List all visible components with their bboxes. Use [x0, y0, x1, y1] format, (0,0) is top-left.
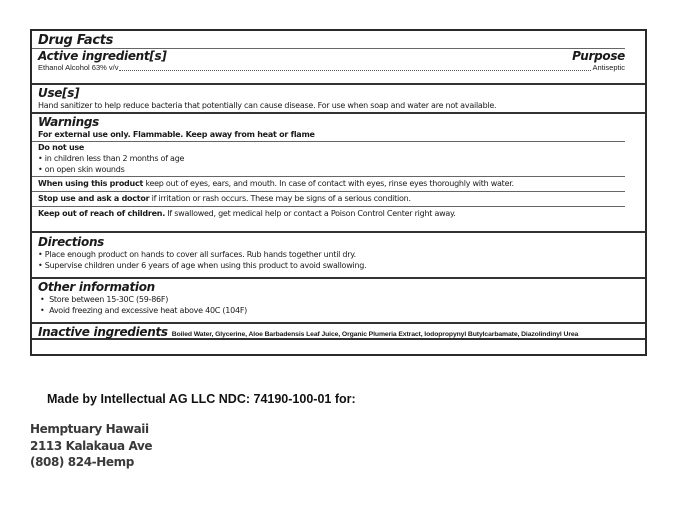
- keep-out-label: Keep out of reach of children.: [38, 209, 165, 218]
- direction-item-text: Place enough product on hands to cover all surfaces. Rub hands together until dry.: [44, 250, 356, 259]
- warnings-section: [32, 112, 645, 219]
- drug-facts-title: Drug Facts: [32, 33, 625, 49]
- distributor-address-block: [30, 421, 152, 471]
- inactive-heading: Inactive ingredients: [38, 325, 168, 339]
- direction-item-text: Supervise children under 6 years of age when using this product to avoid swallowing.: [44, 261, 367, 270]
- when-using-row: [32, 177, 625, 192]
- uses-section: [32, 83, 645, 113]
- distributor-street: 2113 Kalakaua Ave: [30, 438, 153, 453]
- inactive-row: [32, 325, 645, 342]
- active-ingredient: Ethanol Alcohol 63% v/v: [38, 63, 119, 72]
- stop-use-label: Stop use and ask a doctor: [38, 194, 150, 203]
- distributor-phone: (808) 824-Hemp: [30, 455, 134, 469]
- stop-use-row: [32, 192, 625, 207]
- drug-facts-panel: [30, 29, 647, 356]
- other-info-section: [32, 277, 645, 316]
- warnings-heading: Warnings: [38, 115, 99, 129]
- do-not-use-heading: Do not use: [38, 143, 85, 152]
- active-header-row: [32, 49, 645, 63]
- active-ingredient-row: [32, 63, 645, 73]
- do-not-use-item: • on open skin wounds: [32, 164, 625, 177]
- direction-item: • Supervise children under 6 years of age when using this product to avoid swallowing.: [38, 261, 367, 270]
- other-info-item: • Store between 15-30C (59-86F): [40, 295, 169, 304]
- uses-text: Hand sanitizer to help reduce bacteria that potentially can cause disease. For use when soap and water are not available.: [38, 101, 497, 110]
- do-not-use-item: • in children less than 2 months of age: [38, 154, 185, 163]
- active-ingredients-heading: Active ingredient[s]: [38, 49, 167, 63]
- do-not-use-item-text: in children less than 2 months of age: [44, 154, 185, 163]
- keep-out-row: [32, 207, 645, 219]
- manufacturer-statement: Made by Intellectual AG LLC NDC: 74190-100-01 for:: [47, 392, 356, 406]
- purpose-heading: Purpose: [572, 49, 625, 63]
- other-info-item-text: Store between 15-30C (59-86F): [49, 295, 169, 304]
- active-purpose: Antiseptic: [592, 63, 625, 72]
- other-info-heading: Other information: [38, 280, 155, 294]
- directions-section: [32, 231, 645, 271]
- direction-item: • Place enough product on hands to cover all surfaces. Rub hands together until dry.: [38, 250, 356, 259]
- directions-heading: Directions: [38, 235, 105, 249]
- warning-external: For external use only. Flammable. Keep away from heat or flame: [32, 129, 625, 142]
- uses-heading: Use[s]: [38, 86, 80, 100]
- when-using-text: keep out of eyes, ears, and mouth. In case of contact with eyes, rinse eyes thoroughly with water.: [143, 179, 514, 188]
- inactive-ingredients-section: [32, 322, 645, 340]
- active-ingredients-section: [32, 33, 645, 73]
- dot-leader: [119, 70, 591, 71]
- keep-out-text: If swallowed, get medical help or contact a Poison Control Center right away.: [165, 209, 456, 218]
- when-using-label: When using this product: [38, 179, 144, 188]
- other-info-item-text: Avoid freezing and excessive heat above 40C (104F): [49, 306, 248, 315]
- distributor-name: Hemptuary Hawaii: [30, 422, 149, 436]
- stop-use-text: if irritation or rash occurs. These may be signs of a serious condition.: [149, 194, 411, 203]
- do-not-use-item-text: on open skin wounds: [44, 165, 125, 174]
- other-info-item: • Avoid freezing and excessive heat above 40C (104F): [40, 306, 248, 315]
- inactive-text: Boiled Water, Glycerine, Aloe Barbadensis Leaf Juice, Organic Plumeria Extract, Iodopropynyl Butylcarbamate, Diazolindinyl Urea: [171, 331, 579, 338]
